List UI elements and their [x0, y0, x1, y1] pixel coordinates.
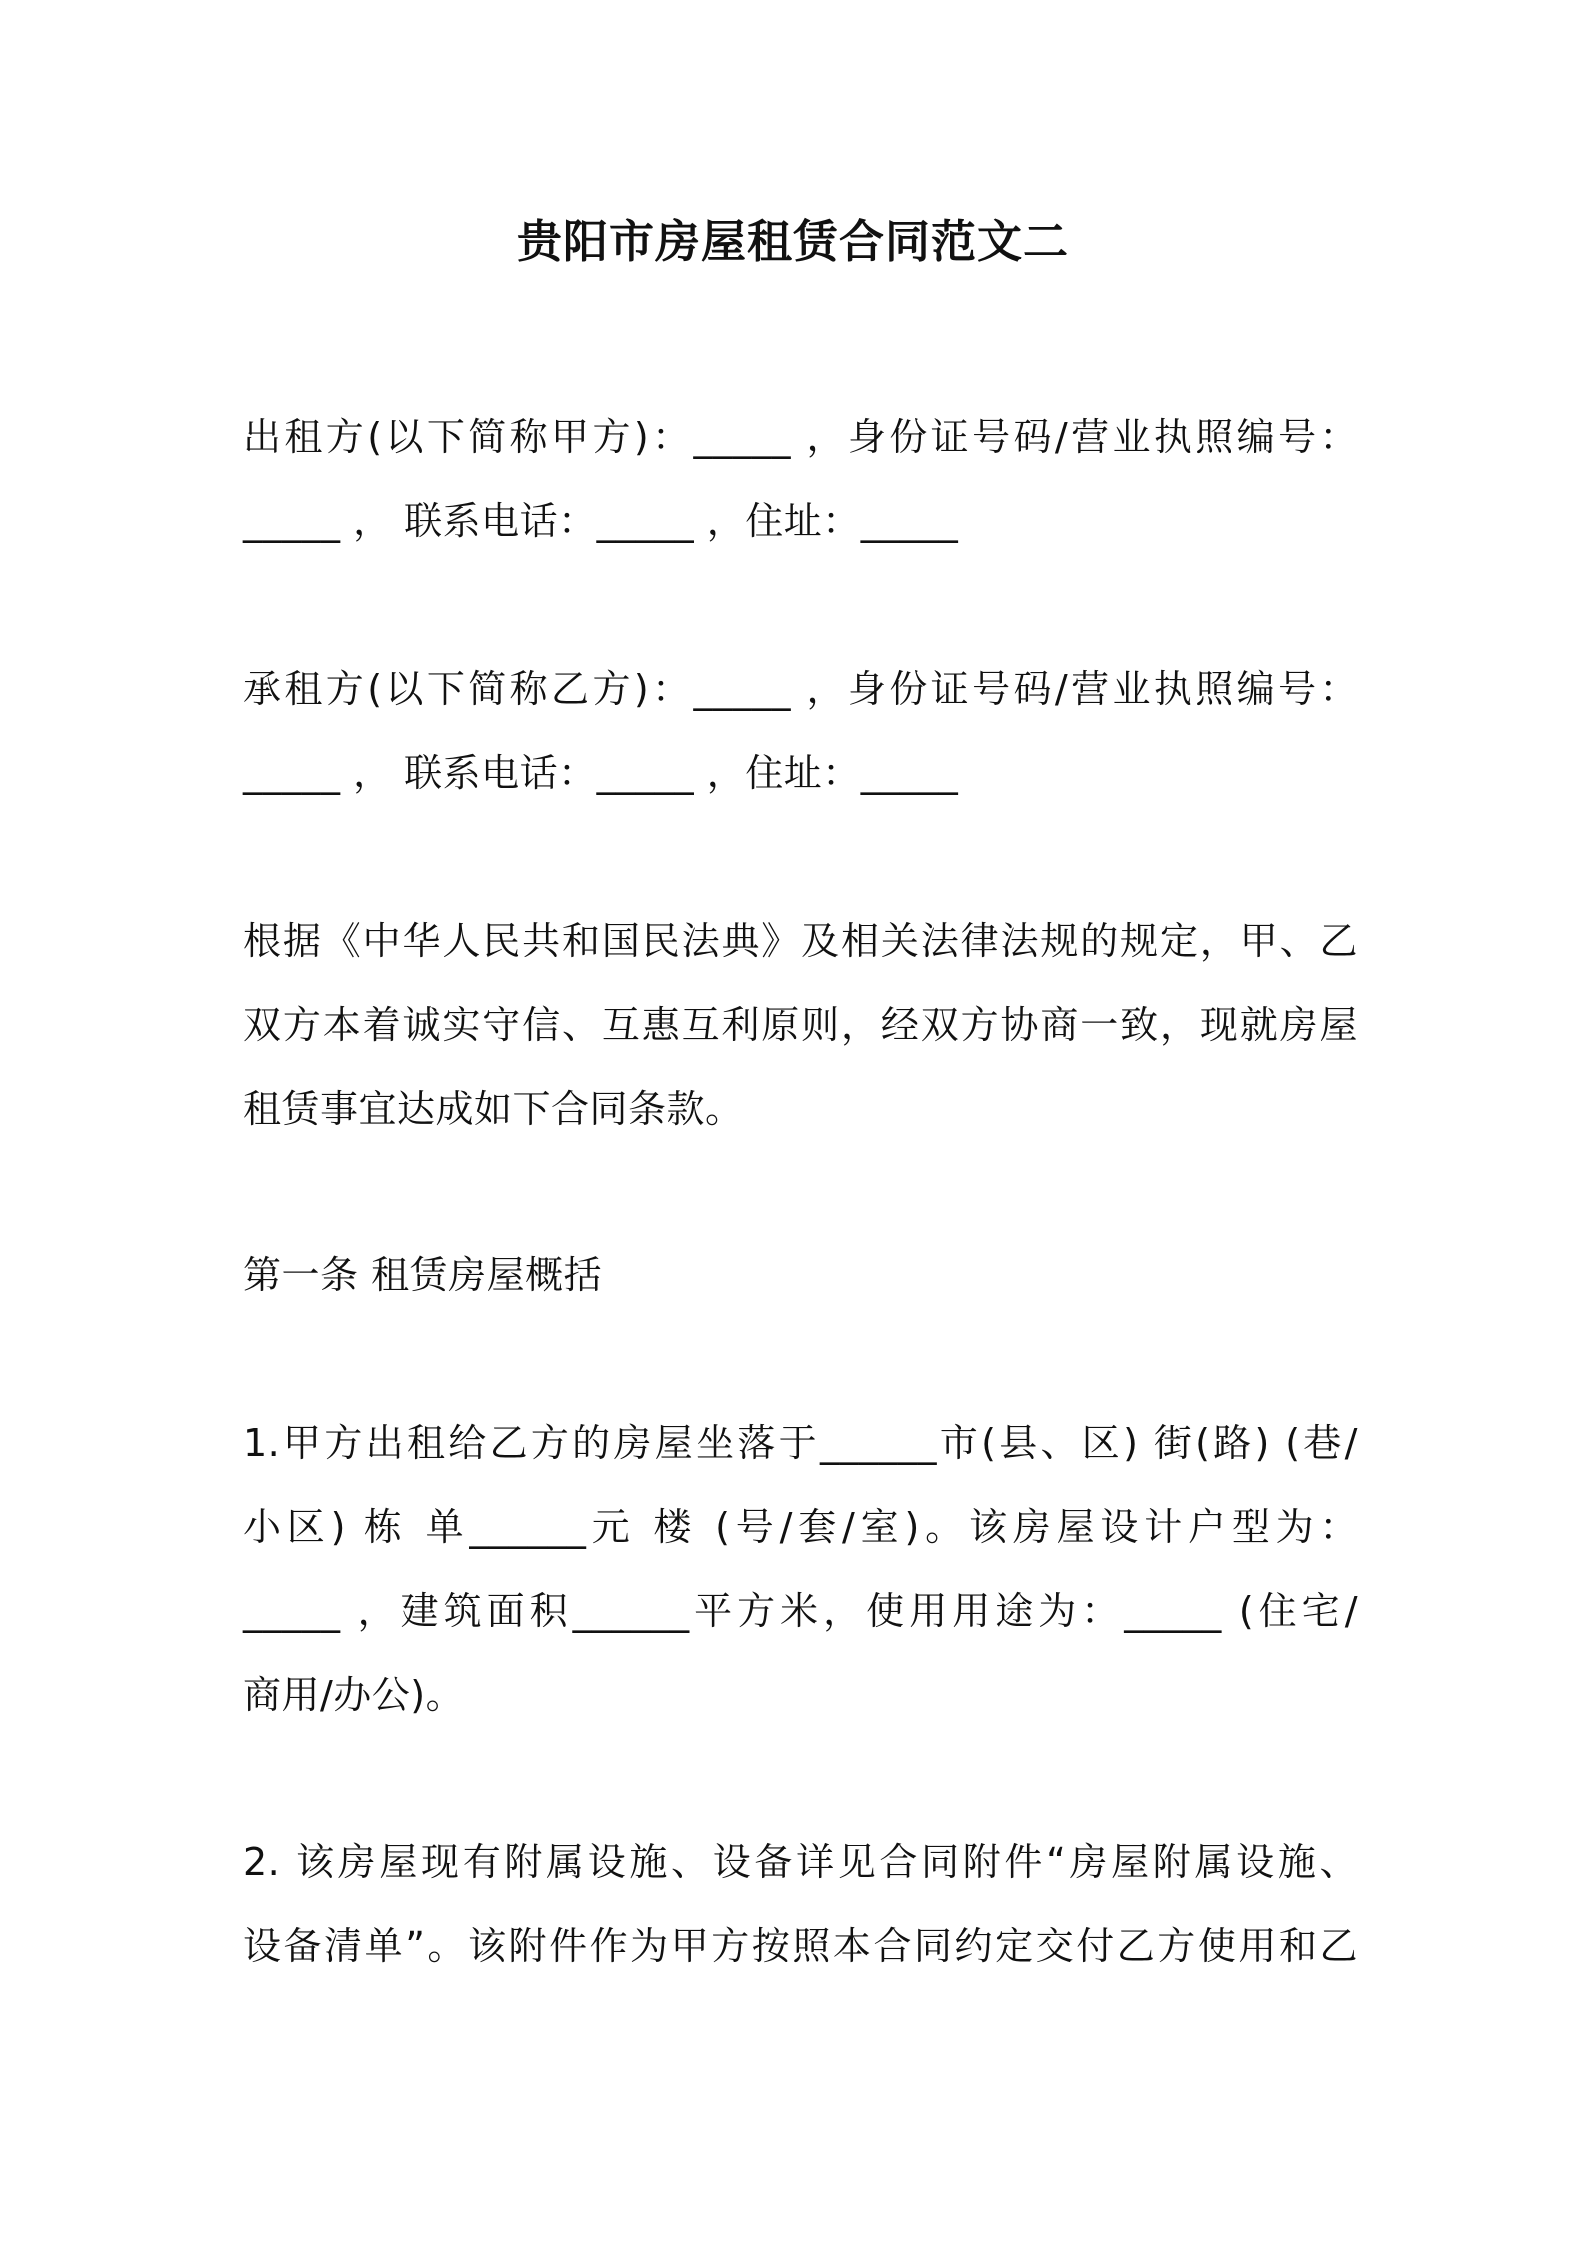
clause-1-line-1: 1.甲方出租给乙方的房屋坐落于______市(县、区) 街(路) (巷/	[243, 1421, 1358, 1465]
clause-2-line-1: 2. 该房屋现有附属设施、设备详见合同附件“房屋附属设施、	[243, 1840, 1358, 1884]
lessor-line-2: _____ ， 联系电话：_____ ，住址：_____	[243, 499, 959, 543]
clause-2-line-2: 设备清单”。该附件作为甲方按照本合同约定交付乙方使用和乙	[243, 1924, 1358, 1968]
preamble-line-3: 租赁事宜达成如下合同条款。	[243, 1087, 744, 1131]
lessee-line-2: _____ ， 联系电话：_____ ，住址：_____	[243, 751, 959, 795]
clause-1-line-2: 小区) 栋 单______元 楼 (号/套/室)。该房屋设计户型为：	[243, 1505, 1358, 1549]
lessee-line-1: 承租方(以下简称乙方)：_____ ，身份证号码/营业执照编号：	[243, 667, 1358, 711]
article-1-heading: 第一条 租赁房屋概括	[243, 1253, 603, 1297]
lessee-paragraph	[243, 647, 1358, 815]
preamble-line-2: 双方本着诚实守信、互惠互利原则，经双方协商一致，现就房屋	[243, 1003, 1358, 1047]
clause-1-line-3: _____ ，建筑面积______平方米，使用用途为：_____ (住宅/	[243, 1589, 1358, 1633]
preamble-line-1: 根据《中华人民共和国民法典》及相关法律法规的规定，甲、乙	[243, 919, 1358, 963]
lessor-paragraph	[243, 395, 1358, 563]
lessor-line-1: 出租方(以下简称甲方)：_____ ，身份证号码/营业执照编号：	[243, 415, 1358, 459]
clause-1-line-4: 商用/办公)。	[243, 1673, 465, 1717]
document-title: 贵阳市房屋租赁合同范文二	[516, 215, 1069, 268]
preamble-paragraph	[243, 899, 1358, 1151]
clause-2-paragraph	[243, 1820, 1358, 1988]
clause-1-paragraph	[243, 1401, 1358, 1737]
